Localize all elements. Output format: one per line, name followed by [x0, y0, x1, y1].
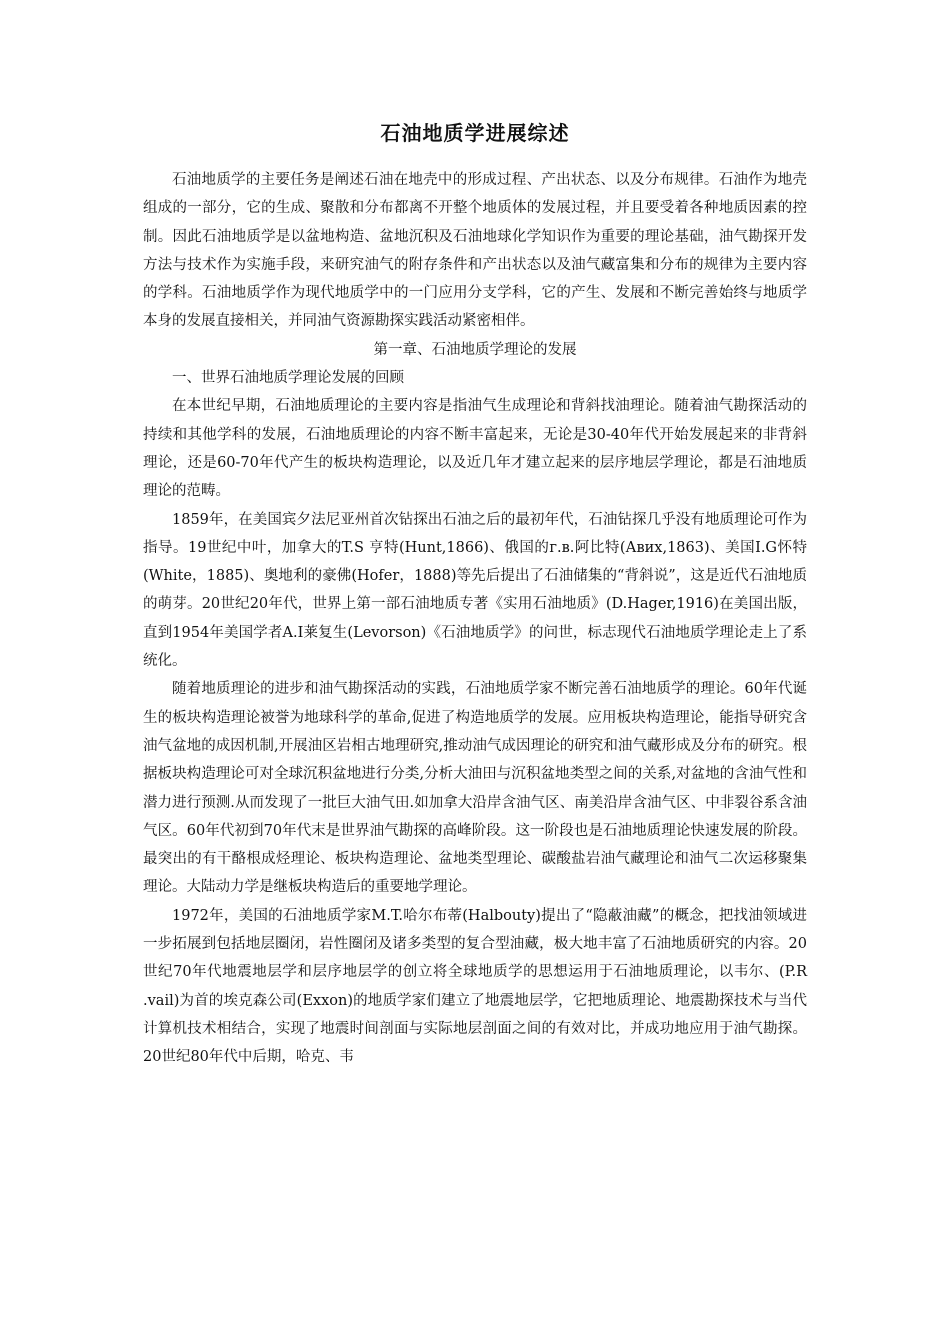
- chapter-heading: 第一章、石油地质学理论的发展: [373, 341, 577, 358]
- document-title: 石油地质学进展综述: [380, 121, 570, 145]
- intro-paragraph: 石油地质学的主要任务是阐述石油在地壳中的形成过程、产出状态、以及分布规律。石油作为地壳组成的一部分，它的生成、聚散和分布都离不开整个地质体的发展过程，并且要受着各种地质因素的控制。因此石油地质学是以盆地构造、盆地沉积及石油地球化学知识作为重要的理论基础，油气勘探开发方法与技术作为实施手段，来研究油气的附存条件和产出状态以及油气藏富集和分布的规律为主要内容的学科。石油地质学作为现代地质学中的一门应用分支学科，它的产生、发展和不断完善始终与地质学本身的发展直接相关，并同油气资源勘探实践活动紧密相伴。: [143, 172, 807, 330]
- body-paragraph-3: 随着地质理论的进步和油气勘探活动的实践，石油地质学家不断完善石油地质学的理论。60年代诞生的板块构造理论被誉为地球科学的革命,促进了构造地质学的发展。应用板块构造理论，能指导研究含油气盆地的成因机制,开展油区岩相古地理研究,推动油气成因理论的研究和油气藏形成及分布的研究。根据板块构造理论可对全球沉积盆地进行分类,分析大油田与沉积盆地类型之间的关系,对盆地的含油气性和潜力进行预测.从而发现了一批巨大油气田.如加拿大沿岸含油气区、南美沿岸含油气区、中非裂谷系含油气区。60年代初到70年代末是世界油气勘探的高峰阶段。这一阶段也是石油地质理论快速发展的阶段。最突出的有干酪根成烃理论、板块构造理论、盆地类型理论、碳酸盐岩油气藏理论和油气二次运移聚集理论。大陆动力学是继板块构造后的重要地学理论。: [143, 681, 807, 896]
- body-paragraph-2: 1859年，在美国宾夕法尼亚州首次钻探出石油之后的最初年代，石油钻探几乎没有地质理论可作为指导。19世纪中叶，加拿大的T.S 亨特(Hunt,1866)、俄国的г.в.阿比特(Авих,1863)、美国I.G怀特(White，1885)、奥地利的豪佛(Hofer，1888)等先后提出了石油储集的“背斜说”，这是近代石油地质的萌芽。20世纪20年代，世界上第一部石油地质专著《实用石油地质》(D.Hager,1916)在美国出版，直到1954年美国学者A.I莱复生(Levorson)《石油地质学》的问世，标志现代石油地质学理论走上了系统化。: [143, 511, 807, 670]
- body-paragraph-4: 1972年，美国的石油地质学家M.T.哈尔布蒂(Halbouty)提出了“隐蔽油藏”的概念，把找油领域进一步拓展到包括地层圈闭，岩性圈闭及诸多类型的复合型油藏，极大地丰富了石油地质研究的内容。20世纪70年代地震地层学和层序地层学的创立将全球地质学的思想运用于石油地质理论，以韦尔、(P.R .vail)为首的埃克森公司(Exxon)的地质学家们建立了地震地层学，它把地质理论、地震勘探技术与当代计算机技术相结合，实现了地震时间剖面与实际地层剖面之间的有效对比，并成功地应用于油气勘探。20世纪80年代中后期，哈克、韦: [143, 907, 807, 1066]
- body-paragraph-1: 在本世纪早期，石油地质理论的主要内容是指油气生成理论和背斜找油理论。随着油气勘探活动的持续和其他学科的发展，石油地质理论的内容不断丰富起来，无论是30-40年代开始发展起来的非背斜理论，还是60-70年代产生的板块构造理论，以及近几年才建立起来的层序地层学理论，都是石油地质理论的范畴。: [143, 398, 808, 500]
- section-heading: 一、世界石油地质学理论发展的回顾: [172, 370, 404, 387]
